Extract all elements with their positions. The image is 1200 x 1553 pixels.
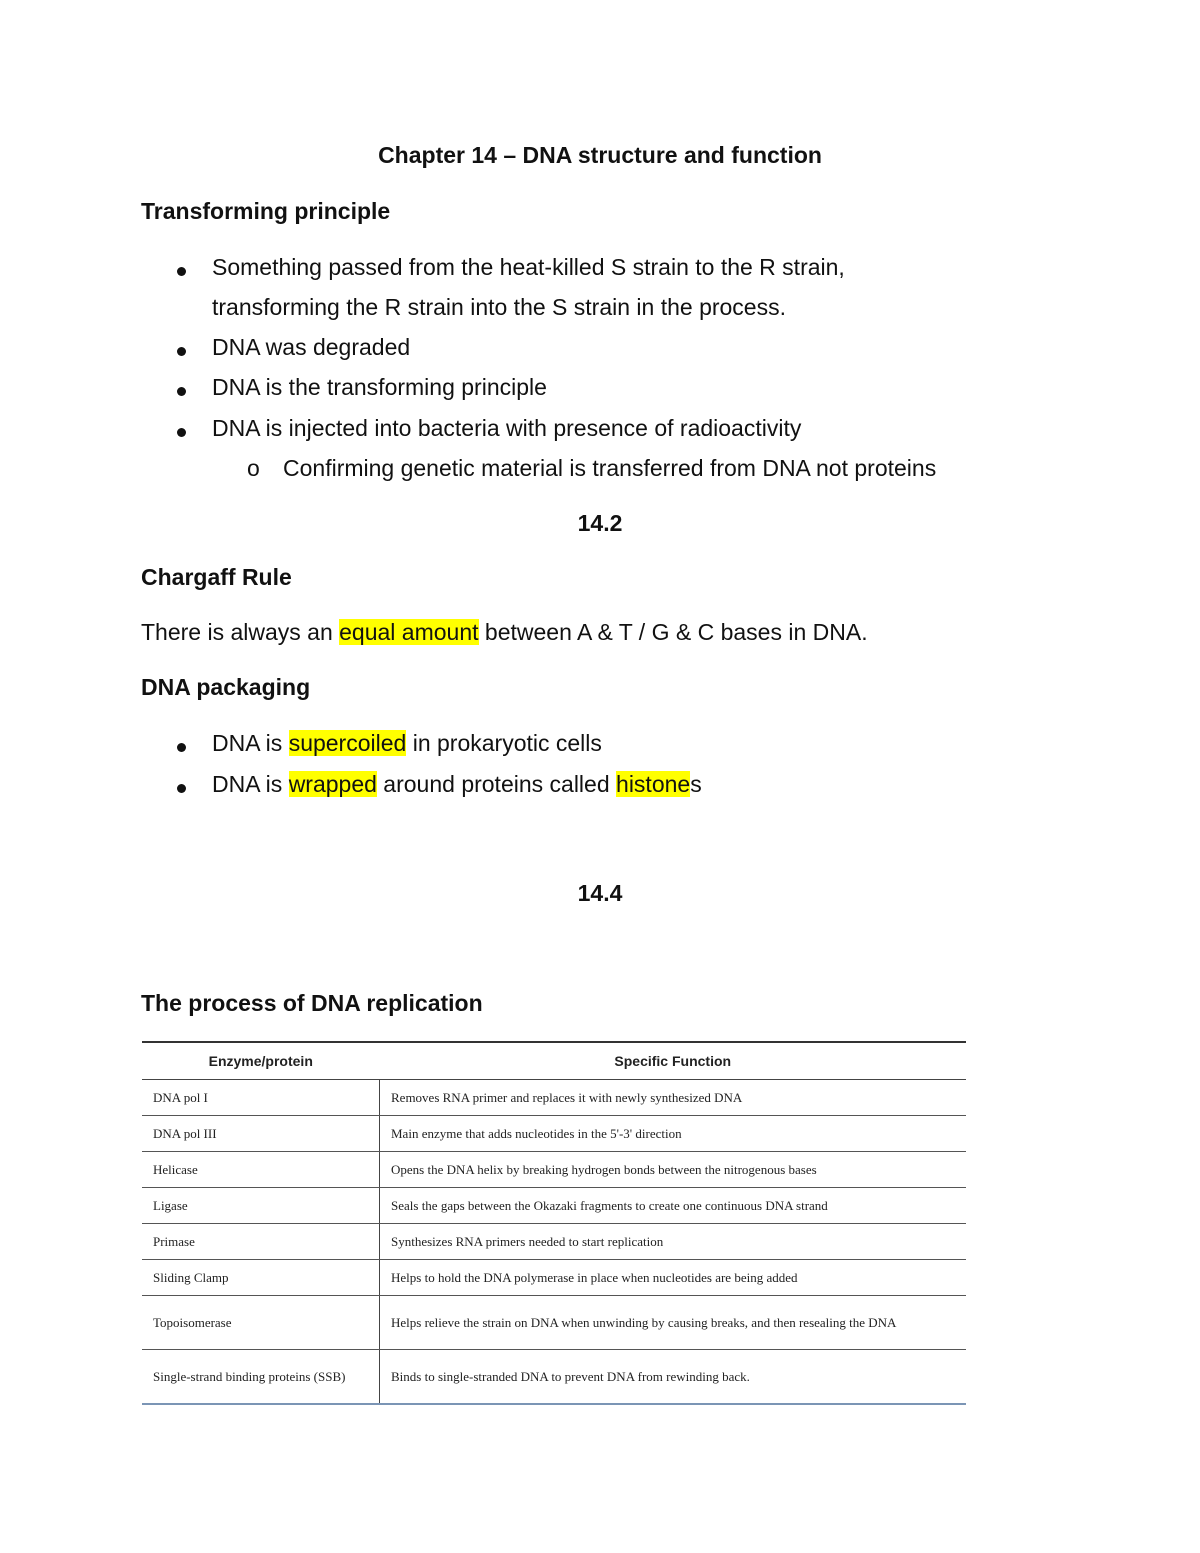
bullet-dot: [177, 387, 186, 396]
table-row: [142, 1080, 966, 1116]
text: around proteins called: [376, 771, 617, 797]
table-header-row: [142, 1042, 966, 1080]
function-cell: Synthesizes RNA primers needed to start replication: [380, 1224, 967, 1260]
function-cell: Removes RNA primer and replaces it with newly synthesized DNA: [380, 1080, 967, 1116]
text: DNA is: [212, 771, 289, 797]
enzyme-cell: Primase: [142, 1224, 380, 1260]
text: DNA is: [212, 730, 289, 756]
enzyme-cell: Single-strand binding proteins (SSB): [142, 1350, 380, 1405]
function-cell: Main enzyme that adds nucleotides in the 5'-3' direction: [380, 1116, 967, 1152]
column-header-function: Specific Function: [380, 1042, 967, 1080]
table-row: [142, 1116, 966, 1152]
bullet-text: DNA is the transforming principle: [212, 374, 547, 400]
enzyme-cell: DNA pol III: [142, 1116, 380, 1152]
section-number: 14.4: [577, 880, 623, 906]
table-row: [142, 1296, 966, 1350]
column-header-enzyme: Enzyme/protein: [142, 1042, 380, 1080]
bullet-text: DNA is injected into bacteria with presence of radioactivity: [212, 415, 802, 441]
heading-dna-replication: The process of DNA replication: [141, 990, 483, 1016]
function-cell: Seals the gaps between the Okazaki fragments to create one continuous DNA strand: [380, 1188, 967, 1224]
bullet-text: DNA was degraded: [212, 334, 411, 360]
highlighted-text: equal amount: [339, 619, 479, 645]
sub-bullet-text: Confirming genetic material is transferred from DNA not proteins: [283, 455, 937, 481]
function-cell: Helps relieve the strain on DNA when unwinding by causing breaks, and then resealing the DNA: [380, 1296, 967, 1350]
heading-chargaff-rule: Chargaff Rule: [141, 564, 292, 590]
table-row: [142, 1152, 966, 1188]
bullet-text: [212, 771, 702, 798]
enzyme-cell: Topoisomerase: [142, 1296, 380, 1350]
bullet-text: Something passed from the heat-killed S strain to the R strain,: [212, 254, 845, 280]
chargaff-paragraph: [141, 619, 868, 646]
heading-dna-packaging: DNA packaging: [141, 674, 311, 700]
table-row: [142, 1188, 966, 1224]
section-number: 14.2: [577, 510, 623, 536]
bullet-dot: [177, 267, 186, 276]
table-row: [142, 1260, 966, 1296]
enzyme-cell: Ligase: [142, 1188, 380, 1224]
sub-bullet-marker: o: [247, 455, 260, 481]
text: in prokaryotic cells: [406, 730, 602, 756]
text: between A & T / G & C bases in DNA.: [478, 619, 868, 645]
text: There is always an: [141, 619, 340, 645]
function-cell: Helps to hold the DNA polymerase in place when nucleotides are being added: [380, 1260, 967, 1296]
highlighted-text: wrapped: [288, 771, 377, 797]
bullet-dot: [177, 743, 186, 752]
bullet-dot: [177, 428, 186, 437]
bullet-dot: [177, 784, 186, 793]
table-row: [142, 1350, 966, 1405]
bullet-text-continued: transforming the R strain into the S strain in the process.: [212, 294, 786, 320]
enzyme-cell: DNA pol I: [142, 1080, 380, 1116]
page-title: Chapter 14 – DNA structure and function: [378, 142, 822, 168]
bullet-text: [212, 730, 602, 757]
highlighted-text: supercoiled: [288, 730, 407, 756]
bullet-dot: [177, 347, 186, 356]
function-cell: Binds to single-stranded DNA to prevent DNA from rewinding back.: [380, 1350, 967, 1405]
text: s: [690, 771, 702, 797]
replication-enzyme-table: [142, 1041, 966, 1405]
heading-transforming-principle: Transforming principle: [141, 198, 391, 224]
function-cell: Opens the DNA helix by breaking hydrogen bonds between the nitrogenous bases: [380, 1152, 967, 1188]
highlighted-text: histone: [616, 771, 691, 797]
enzyme-cell: Sliding Clamp: [142, 1260, 380, 1296]
enzyme-cell: Helicase: [142, 1152, 380, 1188]
table-row: [142, 1224, 966, 1260]
